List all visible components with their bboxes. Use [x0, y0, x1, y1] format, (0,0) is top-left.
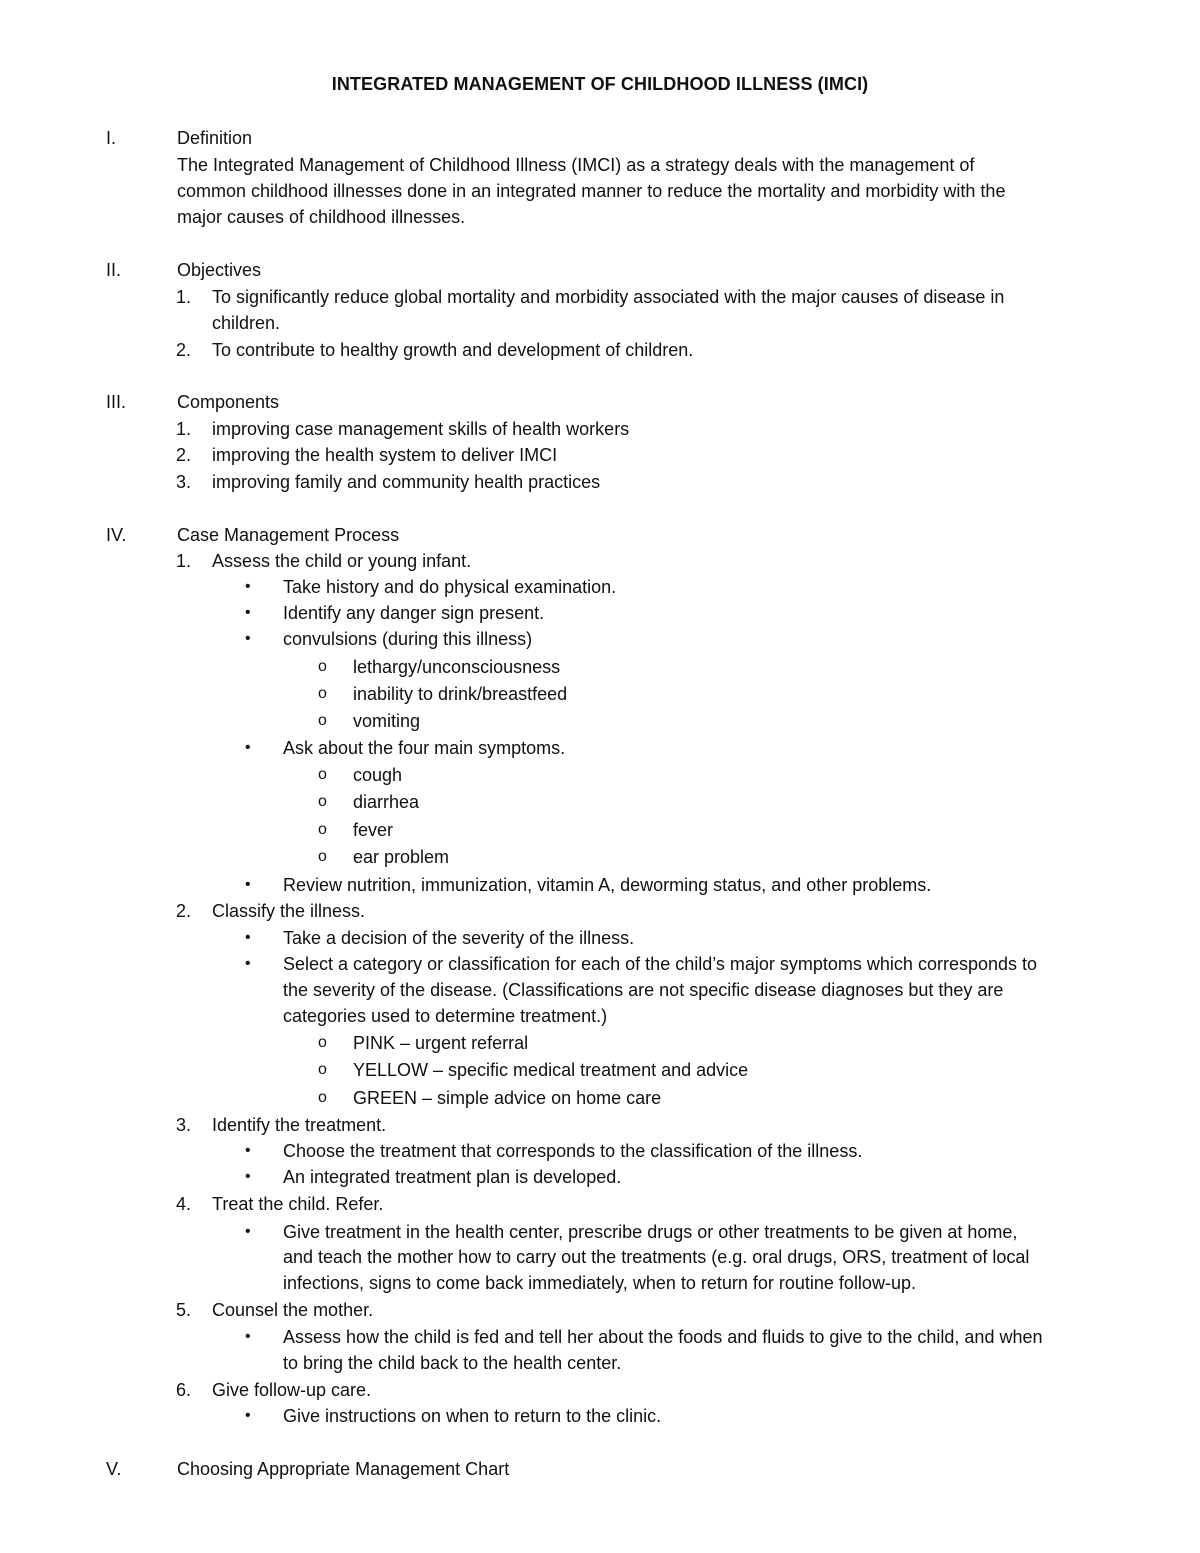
- paragraph-line: common childhood illnesses done in an integrated manner to reduce the mortality and morbidity with the: [177, 181, 1006, 201]
- step-text: Give follow-up care.: [212, 1380, 372, 1400]
- bullet-item: Select a category or classification for each of the child’s major symptoms which corresponds to: [283, 954, 1038, 974]
- document-title: INTEGRATED MANAGEMENT OF CHILDHOOD ILLNESS (IMCI): [331, 74, 869, 94]
- bullet-item: to bring the child back to the health center.: [283, 1353, 622, 1373]
- bullet-item: and teach the mother how to carry out the treatments (e.g. oral drugs, ORS, treatment of local: [283, 1247, 1030, 1267]
- step-text: Counsel the mother.: [212, 1300, 374, 1320]
- list-number: 4.: [176, 1194, 192, 1214]
- list-number: 1.: [176, 419, 192, 439]
- sub-bullet-icon: o: [318, 848, 327, 865]
- sub-bullet-item: fever: [353, 820, 394, 840]
- section-heading-management-chart: Choosing Appropriate Management Chart: [177, 1459, 510, 1479]
- sub-bullet-item: inability to drink/breastfeed: [353, 684, 568, 704]
- list-item: To significantly reduce global mortality and morbidity associated with the major causes of disease in: [212, 287, 1005, 307]
- bullet-icon: •: [245, 604, 251, 621]
- bullet-icon: •: [245, 929, 251, 946]
- list-item: improving the health system to deliver IMCI: [212, 445, 558, 465]
- sub-bullet-icon: o: [318, 1089, 327, 1106]
- list-item: improving family and community health practices: [212, 472, 601, 492]
- sub-bullet-icon: o: [318, 658, 327, 675]
- section-heading-components: Components: [177, 392, 280, 412]
- bullet-icon: •: [245, 1142, 251, 1159]
- bullet-icon: •: [245, 876, 251, 893]
- step-text: Identify the treatment.: [212, 1115, 387, 1135]
- list-number: 1.: [176, 287, 192, 307]
- sub-bullet-item: YELLOW – specific medical treatment and advice: [353, 1060, 749, 1080]
- list-item: improving case management skills of health workers: [212, 419, 630, 439]
- bullet-item: Review nutrition, immunization, vitamin A, deworming status, and other problems.: [283, 875, 932, 895]
- sub-bullet-icon: o: [318, 821, 327, 838]
- sub-bullet-icon: o: [318, 1061, 327, 1078]
- sub-bullet-item: diarrhea: [353, 792, 420, 812]
- list-number: 1.: [176, 551, 192, 571]
- list-number: 2.: [176, 901, 192, 921]
- list-number: 5.: [176, 1300, 192, 1320]
- paragraph-line: The Integrated Management of Childhood Illness (IMCI) as a strategy deals with the management of: [177, 155, 975, 175]
- sub-bullet-icon: o: [318, 1034, 327, 1051]
- sub-bullet-icon: o: [318, 793, 327, 810]
- bullet-item: the severity of the disease. (Classifications are not specific disease diagnoses but they are: [283, 980, 1004, 1000]
- section-numeral: V.: [106, 1459, 122, 1479]
- bullet-item: Ask about the four main symptoms.: [283, 738, 566, 758]
- list-number: 6.: [176, 1380, 192, 1400]
- sub-bullet-icon: o: [318, 712, 327, 729]
- section-heading-objectives: Objectives: [177, 260, 262, 280]
- bullet-item: categories used to determine treatment.): [283, 1006, 608, 1026]
- section-numeral: III.: [106, 392, 127, 412]
- bullet-item: An integrated treatment plan is developed.: [283, 1167, 622, 1187]
- bullet-icon: •: [245, 578, 251, 595]
- bullet-icon: •: [245, 1168, 251, 1185]
- bullet-item: Choose the treatment that corresponds to the classification of the illness.: [283, 1141, 863, 1161]
- sub-bullet-item: lethargy/unconsciousness: [353, 657, 561, 677]
- step-text: Treat the child. Refer.: [212, 1194, 384, 1214]
- bullet-icon: •: [245, 739, 251, 756]
- section-heading-definition: Definition: [177, 128, 253, 148]
- bullet-icon: •: [245, 1407, 251, 1424]
- sub-bullet-icon: o: [318, 766, 327, 783]
- sub-bullet-icon: o: [318, 685, 327, 702]
- bullet-item: Give treatment in the health center, prescribe drugs or other treatments to be given at home,: [283, 1222, 1018, 1242]
- sub-bullet-item: ear problem: [353, 847, 450, 867]
- bullet-item: Assess how the child is fed and tell her about the foods and fluids to give to the child, and when: [283, 1327, 1043, 1347]
- bullet-item: Give instructions on when to return to the clinic.: [283, 1406, 662, 1426]
- list-number: 3.: [176, 472, 192, 492]
- list-item: To contribute to healthy growth and development of children.: [212, 340, 694, 360]
- bullet-icon: •: [245, 1328, 251, 1345]
- bullet-icon: •: [245, 1223, 251, 1240]
- bullet-item: convulsions (during this illness): [283, 629, 533, 649]
- bullet-item: Identify any danger sign present.: [283, 603, 545, 623]
- step-text: Assess the child or young infant.: [212, 551, 472, 571]
- list-item: children.: [212, 313, 281, 333]
- bullet-item: Take a decision of the severity of the illness.: [283, 928, 635, 948]
- sub-bullet-item: GREEN – simple advice on home care: [353, 1088, 662, 1108]
- list-number: 2.: [176, 340, 192, 360]
- sub-bullet-item: vomiting: [353, 711, 421, 731]
- section-numeral: IV.: [106, 525, 127, 545]
- paragraph-line: major causes of childhood illnesses.: [177, 207, 466, 227]
- list-number: 3.: [176, 1115, 192, 1135]
- section-heading-case-management: Case Management Process: [177, 525, 400, 545]
- list-number: 2.: [176, 445, 192, 465]
- section-numeral: I.: [106, 128, 117, 148]
- bullet-item: Take history and do physical examination.: [283, 577, 617, 597]
- bullet-item: infections, signs to come back immediately, when to return for routine follow-up.: [283, 1273, 916, 1293]
- sub-bullet-item: cough: [353, 765, 403, 785]
- section-numeral: II.: [106, 260, 122, 280]
- bullet-icon: •: [245, 630, 251, 647]
- step-text: Classify the illness.: [212, 901, 366, 921]
- bullet-icon: •: [245, 955, 251, 972]
- sub-bullet-item: PINK – urgent referral: [353, 1033, 529, 1053]
